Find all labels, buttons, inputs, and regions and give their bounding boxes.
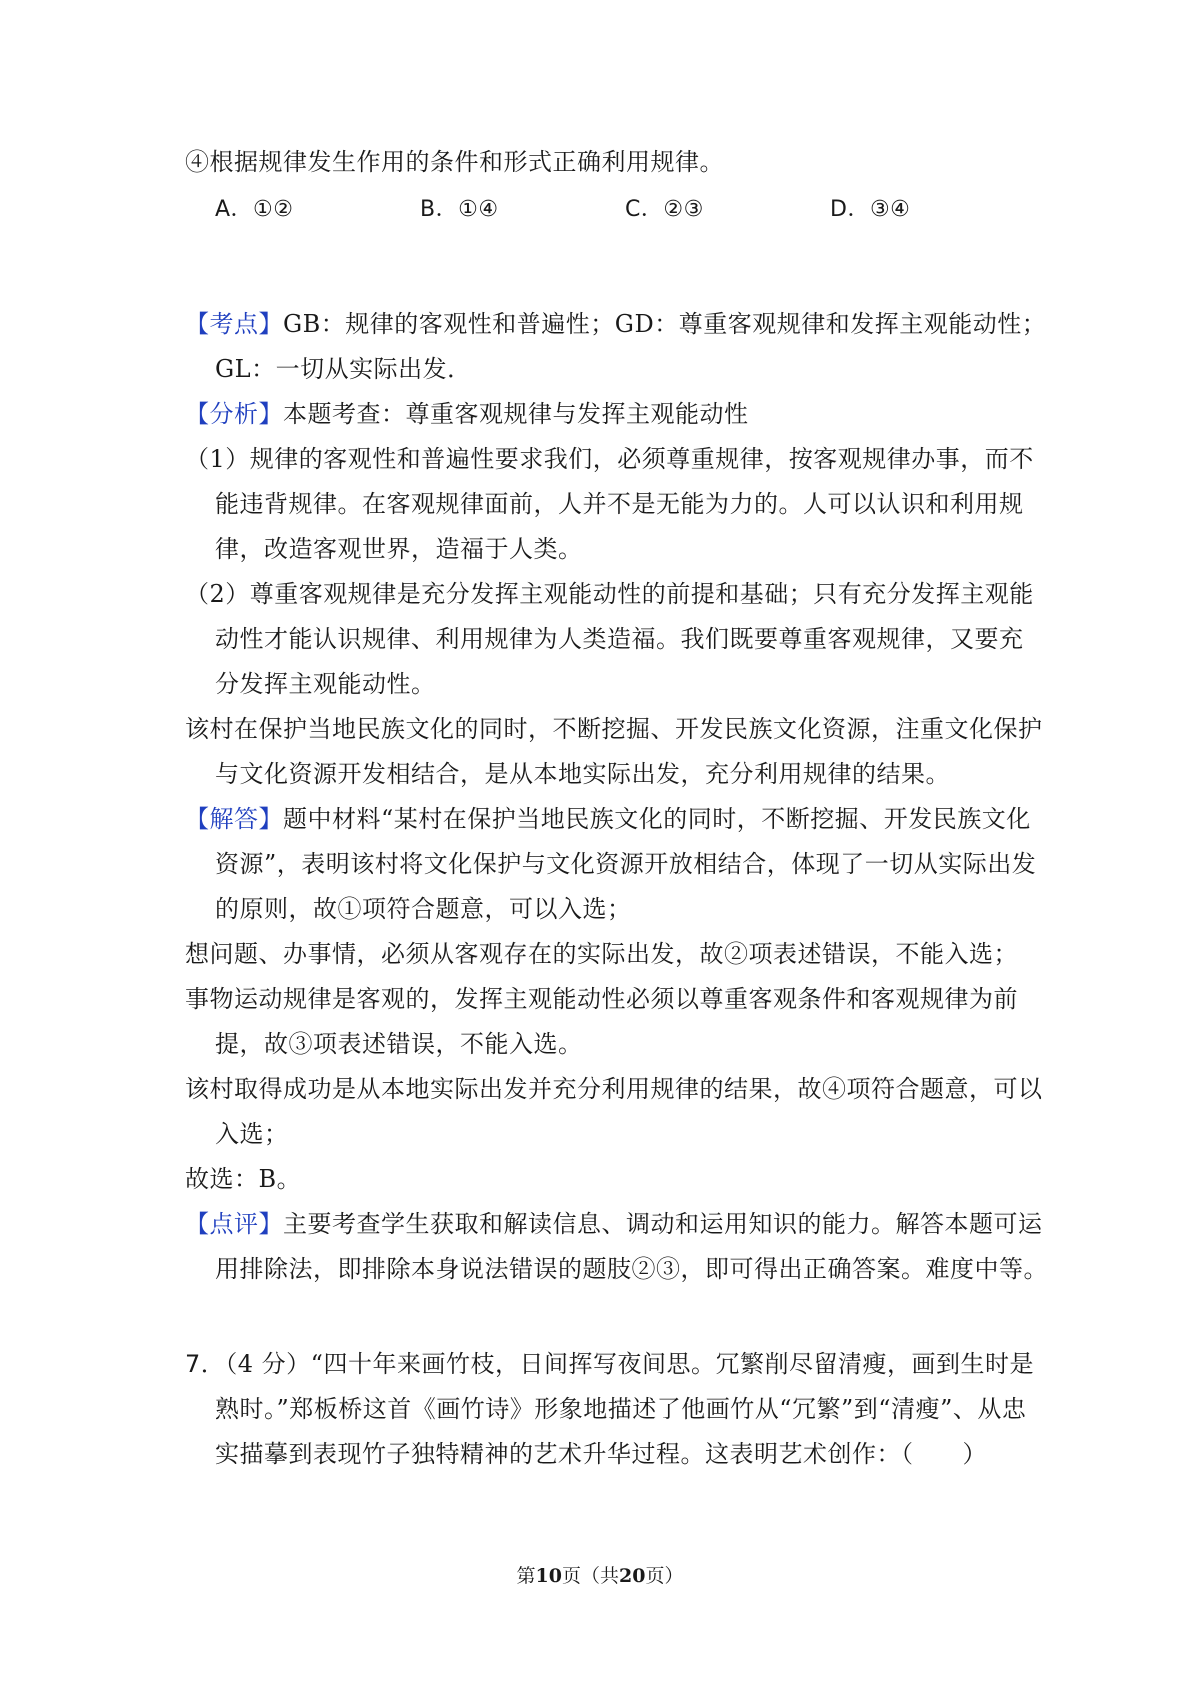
jieda-item-4-cont: 入选； xyxy=(215,1120,289,1148)
footer-total-pages: 20 xyxy=(619,1565,646,1587)
jieda-item-2: 想问题、办事情，必须从客观存在的实际出发，故②项表述错误，不能入选； xyxy=(185,940,1018,968)
answer-options xyxy=(185,187,1035,232)
dianping-tag: 【点评】 xyxy=(185,1210,283,1238)
kaodian-tag: 【考点】 xyxy=(185,310,283,338)
footer-suffix: 页） xyxy=(645,1565,684,1587)
analysis-summary: 该村在保护当地民族文化的同时，不断挖掘、开发民族文化资源，注重文化保护 xyxy=(185,715,1043,743)
page-footer xyxy=(0,1562,1200,1590)
option-b: B．①④ xyxy=(420,197,499,222)
analysis-point-2-cont: 分发挥主观能动性。 xyxy=(215,670,436,698)
fenxi-text: 本题考查：尊重客观规律与发挥主观能动性 xyxy=(283,400,749,428)
kaodian-line xyxy=(185,302,1047,347)
jieda-cont: 资源”，表明该村将文化保护与文化资源开放相结合，体现了一切从实际出发 xyxy=(215,850,1037,878)
question-7 xyxy=(185,1342,1035,1387)
jieda-cont: 的原则，故①项符合题意，可以入选； xyxy=(215,895,632,923)
analysis-point-1-cont: 律，改造客观世界，造福于人类。 xyxy=(215,535,583,563)
kaodian-continuation: GL：一切从实际出发． xyxy=(215,355,472,383)
footer-mid: 页（共 xyxy=(561,1565,619,1587)
fenxi-tag: 【分析】 xyxy=(185,400,283,428)
analysis-point-2: （2）尊重客观规律是充分发挥主观能动性的前提和基础；只有充分发挥主观能 xyxy=(185,580,1034,608)
footer-prefix: 第 xyxy=(516,1565,536,1587)
analysis-point-2-cont: 动性才能认识规律、利用规律为人类造福。我们既要尊重客观规律，又要充 xyxy=(215,625,1024,653)
jieda-item-4: 该村取得成功是从本地实际出发并充分利用规律的结果，故④项符合题意，可以 xyxy=(185,1075,1043,1103)
question-7-number: 7． xyxy=(185,1350,226,1378)
final-answer: 故选：B。 xyxy=(185,1165,302,1193)
option-a: A．①② xyxy=(215,197,294,222)
footer-page-number: 10 xyxy=(535,1565,562,1587)
option-c: C．②③ xyxy=(625,197,704,222)
dianping-text: 主要考查学生获取和解读信息、调动和运用知识的能力。解答本题可运 xyxy=(283,1210,1043,1238)
kaodian-text: GB：规律的客观性和普遍性；GD：尊重客观规律和发挥主观能动性； xyxy=(283,310,1047,338)
question-7-text: （4 分）“四十年来画竹枝，日间挥写夜间思。冗繁削尽留清瘦，画到生时是 xyxy=(225,1350,1034,1378)
jieda-item-3-cont: 提，故③项表述错误，不能入选。 xyxy=(215,1030,583,1058)
question-7-cont: 熟时。”郑板桥这首《画竹诗》形象地描述了他画竹从“冗繁”到“清瘦”、从忠 xyxy=(215,1395,1027,1423)
question-7-cont: 实描摹到表现竹子独特精神的艺术升华过程。这表明艺术创作：（ ） xyxy=(215,1440,987,1468)
jieda-tag: 【解答】 xyxy=(185,805,283,833)
analysis-summary-cont: 与文化资源开发相结合，是从本地实际出发，充分利用规律的结果。 xyxy=(215,760,950,788)
jieda-item-3: 事物运动规律是客观的，发挥主观能动性必须以尊重客观条件和客观规律为前 xyxy=(185,985,1018,1013)
statement-4: ④根据规律发生作用的条件和形式正确利用规律。 xyxy=(185,148,724,176)
dianping-cont: 用排除法，即排除本身说法错误的题肢②③，即可得出正确答案。难度中等。 xyxy=(215,1255,1048,1283)
option-d: D．③④ xyxy=(830,197,911,222)
jieda-line xyxy=(185,797,1035,842)
analysis-point-1: （1）规律的客观性和普遍性要求我们，必须尊重规律，按客观规律办事，而不 xyxy=(185,445,1034,473)
jieda-text: 题中材料“某村在保护当地民族文化的同时，不断挖掘、开发民族文化 xyxy=(283,805,1031,833)
page-content xyxy=(185,140,1048,1477)
fenxi-line xyxy=(185,392,1035,437)
dianping-line xyxy=(185,1202,1043,1247)
analysis-point-1-cont: 能违背规律。在客观规律面前，人并不是无能为力的。人可以认识和利用规 xyxy=(215,490,1024,518)
